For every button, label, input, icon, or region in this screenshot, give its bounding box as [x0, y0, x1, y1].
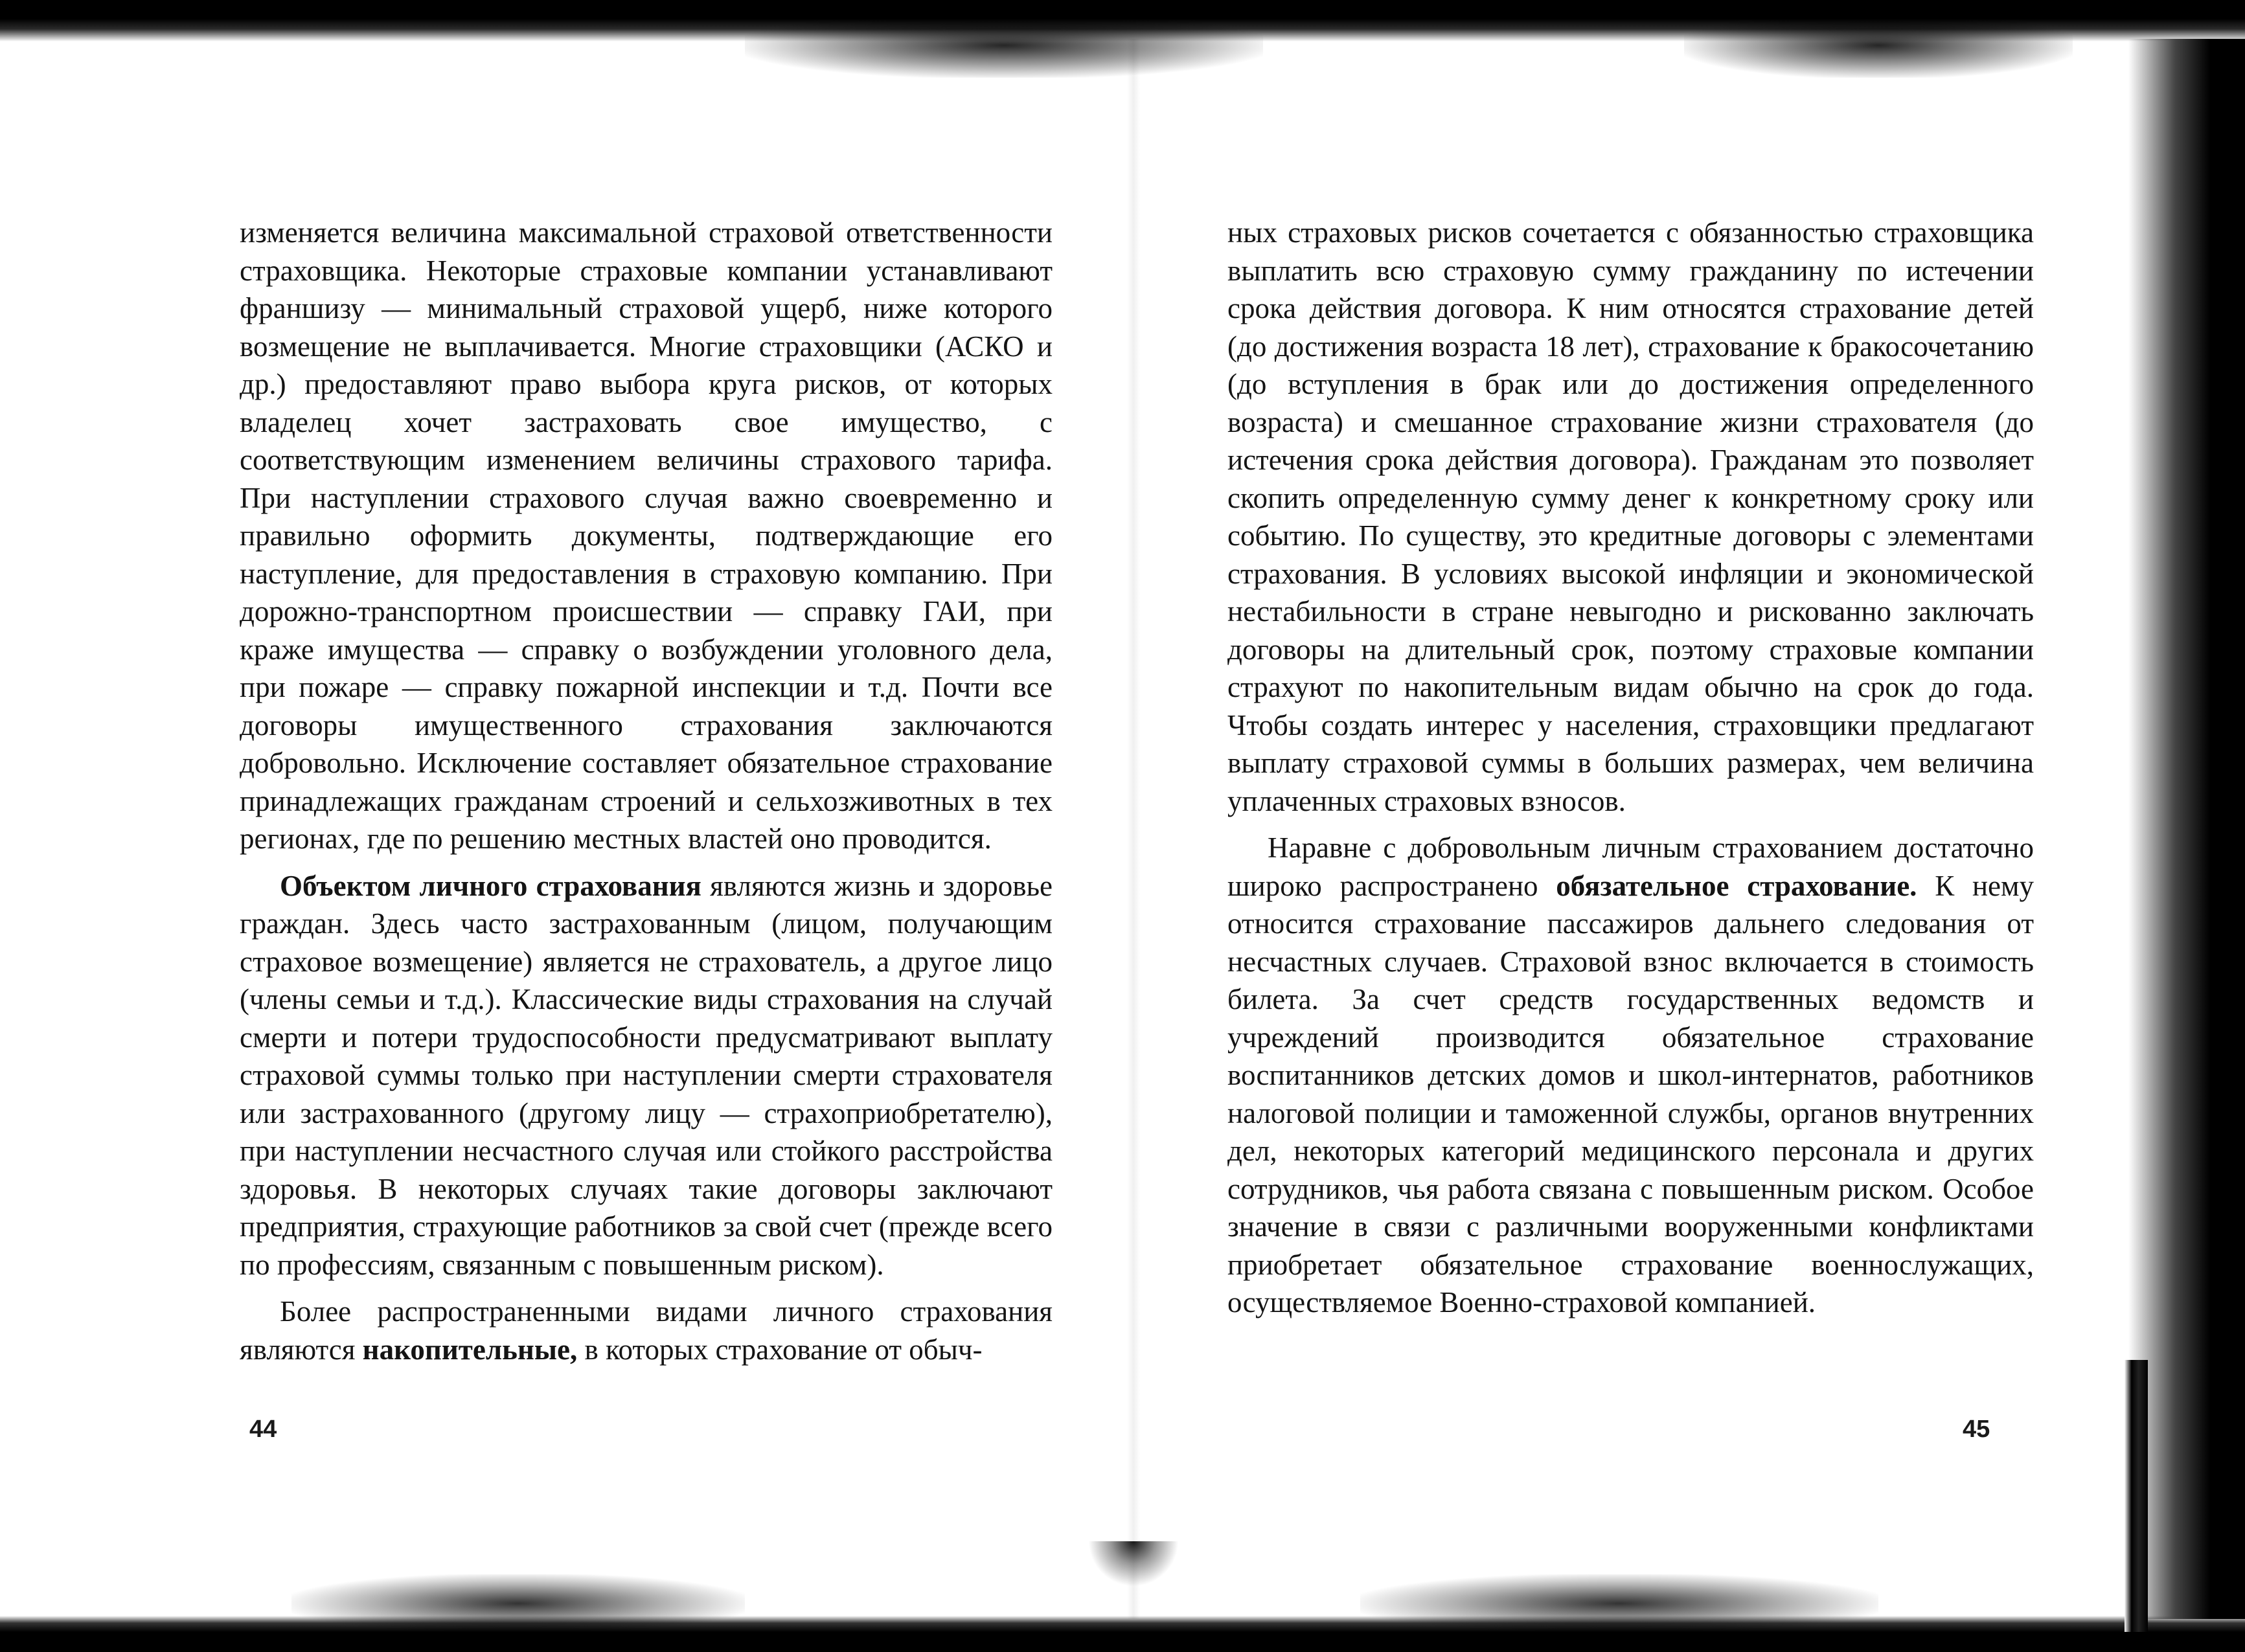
paragraph-text: в которых страхование от обыч- — [577, 1333, 983, 1366]
scan-glare-top-right — [1684, 13, 2073, 78]
bold-term: обязательное страхование. — [1556, 869, 1917, 902]
bold-term: накопительные, — [362, 1333, 578, 1366]
paragraph — [240, 867, 1053, 1284]
paragraph — [240, 214, 1053, 858]
page-number-right: 45 — [1963, 1416, 1990, 1443]
page-number-left: 44 — [249, 1416, 277, 1443]
paragraph-text: изменяется величина максимальной страховой ответственности страховщика. Некоторые страховые компании устанавливают франшизу — минимальный страховой ущерб, ниже которого возмещение не выплачивается. Многие страховщики (АСКО и др.) предоставляют право выбора круга рисков, от которых владелец хочет застраховать свое имущество, с соответствующим изменением величины страхового тарифа. При наступлении страхового случая важно своевременно и правильно оформить документы, подтверждающие его наступление, для предоставления в страховую компанию. При дорожно-транспортном происшествии — справку ГАИ, при краже имущества — справку о возбуждении уголовного дела, при пожаре — справку пожарной инспекции и т.д. Почти все договоры имущественного страхования заключаются добровольно. Исключение составляет обязательное страхование принадлежащих гражданам строений и сельхозживотных в тех регионах, где по решению местных властей оно проводится. — [240, 216, 1053, 855]
paragraph — [1227, 829, 2034, 1322]
paragraph-text: Наравне с добровольным личным страхованием достаточно широко распространено — [1227, 832, 2034, 902]
book-gutter-shadow — [1088, 1541, 1179, 1587]
scan-glare-bottom-right — [1360, 1574, 1878, 1633]
paragraph-text: являются жизнь и здоровье граждан. Здесь часто застрахованным (лицом, получающим страховое возмещение) является не страхователь, а другое лицо (члены семьи и т.д.). Классические виды страхования на случай смерти и потери трудоспособности предусматривают выплату страховой суммы только при наступлении смерти страхователя или застрахованного (другому лицу — страхоприобретателю), при наступлении несчастного случая или стойкого расстройства здоровья. В некоторых случаях такие договоры заключают предприятия, страхующие работников за свой счет (прежде всего по профессиям, связанным с повышенным риском). — [240, 869, 1053, 1281]
scan-glare-top-left — [745, 13, 1263, 78]
scan-edge-right-strip — [2125, 1360, 2148, 1632]
right-page — [1227, 214, 2034, 1322]
paragraph — [240, 1293, 1053, 1368]
paragraph — [1227, 214, 2034, 820]
paragraph-text: ных страховых рисков сочетается с обязанностью страховщика выплатить всю страховую сумму гражданину по истечении срока действия договора. К ним относятся страхование детей (до достижения возраста 18 лет), страхование к бракосочетанию (до вступления в брак или до достижения определенного возраста) и смешанное страхование жизни страхователя (до истечения срока действия договора). Гражданам это позволяет скопить определенную сумму денег к конкретному сроку или событию. По существу, это кредитные договоры с элементами страхования. В условиях высокой инфляции и экономической нестабильности в стране невыгодно и рискованно заключать договоры на длительный срок, поэтому страховые компании страхуют по накопительным видам обычно на срок до года. Чтобы создать интерес у населения, страховщики предлагают выплату страховой суммы в больших размерах, чем величина уплаченных страховых взносов. — [1227, 216, 2034, 817]
paragraph-text: К нему относится страхование пассажиров дальнего следования от несчастных случаев. Страховой взнос включается в стоимость билета. За счет средств государственных ведомств и учреждений производится обязательное страхование воспитанников детских домов и школ-интернатов, работников налоговой полиции и таможенной службы, органов внутренних дел, некоторых категорий медицинского персонала и других сотрудников, чья работа связана с повышенным риском. Особое значение в связи с различными вооруженными конфликтами приобретает обязательное страхование военнослужащих, осуществляемое Военно-страховой компанией. — [1227, 869, 2034, 1318]
book-gutter — [1127, 39, 1140, 1619]
scan-glare-bottom-left — [291, 1574, 745, 1633]
paragraph-text: Более распространенными видами личного страхования являются — [240, 1295, 1053, 1366]
left-page — [240, 214, 1053, 1368]
bold-term: Объектом личного страхования — [280, 869, 701, 902]
